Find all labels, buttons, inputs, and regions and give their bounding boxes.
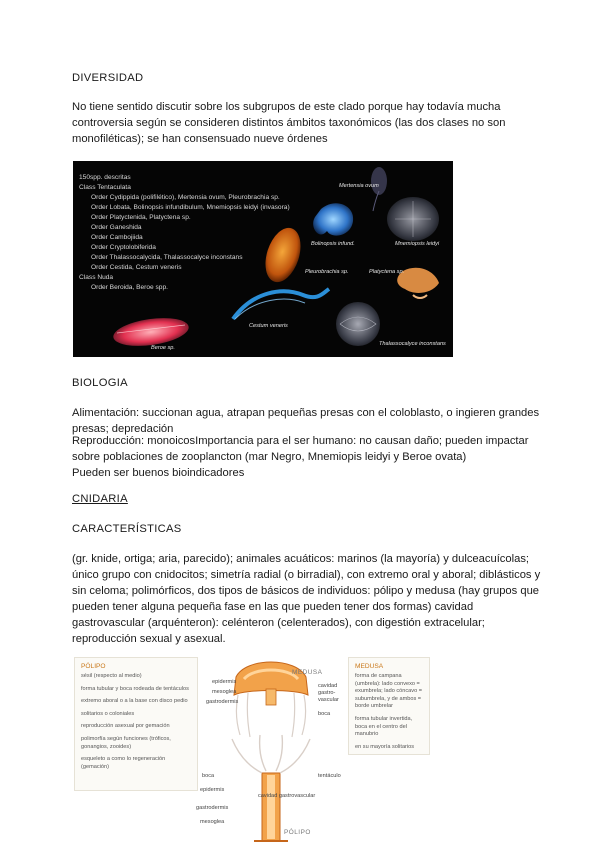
classification-row: Order Cryptolobiferida: [91, 244, 156, 251]
label-medusa: MEDUSA: [292, 669, 323, 676]
classification-row: 150spp. descritas: [79, 174, 131, 181]
label-boca-left: boca: [202, 773, 215, 779]
label-gastrodermis-left: gastrodermis: [196, 805, 229, 811]
medusa-box-line: forma tubular invertida, boca en el centro del manubrio: [355, 715, 413, 738]
label-cavidad: cavidad gastro- vascular: [318, 683, 339, 703]
ctenophore-diversity-image: [73, 161, 453, 357]
label-polipo: PÓLIPO: [284, 829, 311, 836]
cnidaria-polyp-medusa-diagram: [70, 655, 430, 845]
classification-row: Order Thalassocalycida, Thalassocalyce inconstans: [91, 254, 243, 261]
polipo-box-line: esqueleto a como lo regeneración (gemación): [81, 756, 166, 770]
classification-row: Order Beroida, Beroe spp.: [91, 284, 168, 291]
cestum-illustration: [233, 289, 329, 319]
paragraph-bioindicadores: Pueden ser buenos bioindicadores: [72, 467, 245, 479]
label-mesoglea-top: mesoglea: [212, 689, 237, 695]
label-boca-right: boca: [318, 711, 331, 717]
paragraph-reproduccion: Reproducción: monoicosImportancia para el ser humano: no causan daño; pueden impactar sobre poblaciones de zooplancton (mar Negro, Mnemiopis leidyi y Beroe ovata): [72, 435, 529, 463]
classification-row: Order Cambojiida: [91, 234, 143, 241]
medusa-box-line: forma de campana (umbrela): lado convexo = exumbrela; lado cóncavo = subumbrela, y de ambos = borde umbrelar: [355, 673, 423, 710]
label-tentaculo: tentáculo: [318, 773, 341, 779]
classification-row: Order Cydippida (polifilético), Mertensia ovum, Pleurobrachia sp.: [91, 194, 280, 201]
caption-thalassocalyce: Thalassocalyce inconstans: [379, 341, 446, 347]
heading-cnidaria: CNIDARIA: [72, 493, 128, 505]
medusa-info-box: [348, 657, 430, 755]
heading-diversidad: DIVERSIDAD: [72, 72, 144, 84]
label-gastrodermis-top: gastrodermis: [206, 699, 239, 705]
caption-mnemiopsis: Mnemiopsis leidyi: [395, 241, 440, 247]
polipo-box-line: forma tubular y boca rodeada de tentáculos: [81, 685, 189, 692]
polipo-box-line: extremo aboral o a la base con disco pedio: [81, 698, 188, 705]
label-mesoglea-left: mesoglea: [200, 819, 225, 825]
label-epidermis-left: epidermis: [200, 787, 225, 793]
heading-caracteristicas: CARACTERÍSTICAS: [72, 523, 182, 535]
medusa-box-line: en su mayoría solitarios: [355, 743, 415, 750]
classification-list: [79, 173, 379, 293]
caption-pleurobrachia: Pleurobrachia sp.: [305, 269, 349, 275]
classification-row: Order Cestida, Cestum veneris: [91, 264, 182, 271]
polipo-box-line: reproducción asexual por gemación: [81, 723, 170, 730]
label-cavidad-gastrovascular: cavidad gastrovascular: [258, 793, 316, 799]
classification-row: Class Tentaculata: [79, 184, 131, 191]
caption-platyctena: Platyctena sp.: [369, 269, 405, 275]
medusa-manubrium: [266, 689, 276, 705]
paragraph-alimentacion: Alimentación: succionan agua, atrapan pequeñas presas con el coloblasto, o ingieren grandes presas; depredación: [72, 407, 540, 435]
classification-row: Order Platyctenida, Platyctena sp.: [91, 214, 191, 221]
medusa-box-title: MEDUSA: [355, 663, 384, 670]
polipo-box-line: polimorfía según funciones (tróficos, gonangios, zooides): [81, 735, 171, 750]
heading-biologia: BIOLOGIA: [72, 377, 128, 389]
caption-cestum: Cestum veneris: [249, 323, 288, 329]
polyp-tentacles: [232, 735, 310, 773]
label-epidermis: epidermis: [212, 679, 237, 685]
polipo-box-line: sésil (respecto al medio): [81, 673, 142, 679]
polipo-box-line: solitarios o coloniales: [81, 710, 135, 717]
polipo-info-box: [74, 657, 198, 791]
caption-beroe: Beroe sp.: [151, 345, 175, 351]
thalassocalyce-illustration: [336, 302, 380, 346]
caption-mertensia: Mertensia ovum: [339, 183, 379, 189]
paragraph-caracteristicas: (gr. knide, ortiga; aria, parecido); animales acuáticos: marinos (la mayoría) y dulceacuícolas; único grupo con cnidocitos; simetría radial (o birradial), con extremo oral y aboral; diblásticos y sin celoma; polimórficos, dos tipos de básicos de individuos: pólipo y medusa (hay grupos que pueden tener alguna pequeña fase en las que pueden tener dos formas) cavidad gastrovascular (arquénteron): celénteron (celenterados), con digestión extracelular; reproducción sexual y asexual.: [72, 553, 541, 645]
classification-row: Order Lobata, Bolinopsis infundibulum, Mnemiopsis leidyi (invasora): [91, 204, 290, 211]
paragraph-diversidad: No tiene sentido discutir sobre los subgrupos de este clado porque hay todavía mucha controversia según se consideren distintos ámbitos taxonómicos (las dos clases no son monofiléticas); se han consensuado nueve órdenes: [72, 101, 506, 145]
caption-bolinopsis: Bolinopsis infund.: [311, 241, 355, 247]
classification-row: Class Nuda: [79, 274, 114, 281]
polipo-box-title: PÓLIPO: [81, 663, 106, 670]
classification-row: Order Ganeshida: [91, 224, 142, 231]
